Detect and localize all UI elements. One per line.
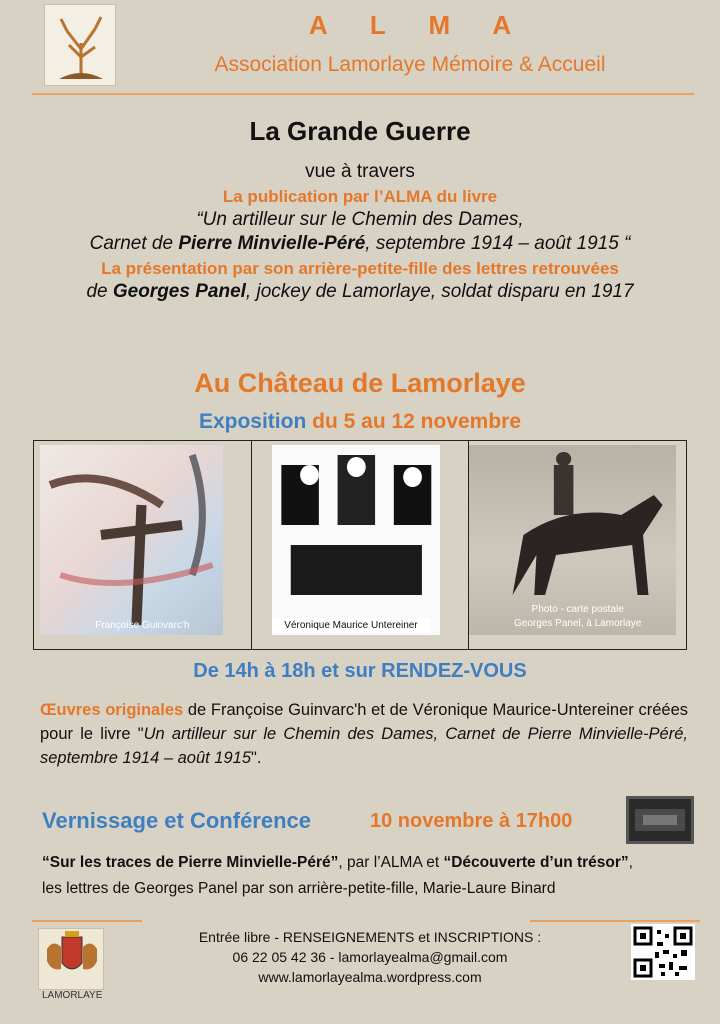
artwork-untereiner bbox=[252, 441, 470, 649]
footer-entry: Entrée libre - RENSEIGNEMENTS et INSCRIPTIONS : bbox=[198, 929, 542, 945]
conference-description: “Sur les traces de Pierre Minvielle-Péré”, par l’ALMA et “Découverte d’un trésor”, les lettres de Georges Panel par son arrière-petite-fille, Marie-Laure Binard bbox=[42, 854, 633, 897]
lamorlaye-crest bbox=[38, 928, 104, 990]
divider bbox=[32, 93, 694, 95]
photo-georges-panel bbox=[469, 441, 686, 649]
crest-label: LAMORLAYE bbox=[42, 990, 103, 1001]
caption-untereiner: Véronique Maurice Untereiner bbox=[272, 618, 431, 633]
page-title: La Grande Guerre bbox=[249, 116, 471, 146]
caption-guinvarch: Françoise Guinvarc'h bbox=[95, 620, 190, 631]
footer-info bbox=[160, 927, 580, 987]
exhibition-dates: Exposition du 5 au 12 novembre bbox=[198, 410, 522, 433]
presentation-line: La présentation par son arrière-petite-fille des lettres retrouvées bbox=[101, 259, 619, 278]
artwork-guinvarch bbox=[34, 441, 252, 649]
venue-heading: Au Château de Lamorlaye bbox=[194, 368, 526, 398]
footer-contact[interactable]: 06 22 05 42 36 - lamorlayealma@gmail.com bbox=[232, 949, 508, 965]
vernissage-heading: Vernissage et Conférence bbox=[42, 808, 312, 833]
vernissage-date: 10 novembre à 17h00 bbox=[370, 810, 573, 832]
alma-logo bbox=[44, 4, 116, 86]
brand-acronym: A L M A bbox=[308, 10, 530, 40]
book-author-line: Carnet de Pierre Minvielle-Péré, septembre 1914 – août 1915 “ bbox=[89, 233, 631, 254]
caption-photo-subject: Georges Panel, à Lamorlaye bbox=[514, 618, 642, 629]
qr-code[interactable] bbox=[631, 924, 695, 980]
divider bbox=[530, 920, 700, 922]
caption-photo: Photo - carte postale bbox=[531, 604, 624, 615]
works-description: Œuvres originales de Françoise Guinvarc'h et de Véronique Maurice-Untereiner créées pour le livre "Un artilleur sur le Chemin des Dames, Carnet de Pierre Minvielle-Péré, septembre 1914 – août 1915". bbox=[40, 701, 688, 767]
notebook-image bbox=[626, 796, 694, 844]
footer-website-link[interactable]: www.lamorlayealma.wordpress.com bbox=[258, 969, 482, 985]
subtitle: vue à travers bbox=[305, 161, 415, 182]
brand-header bbox=[150, 10, 670, 77]
divider bbox=[32, 920, 142, 922]
opening-hours: De 14h à 18h et sur RENDEZ-VOUS bbox=[193, 660, 527, 682]
book-title-line: “Un artilleur sur le Chemin des Dames, bbox=[196, 209, 524, 230]
title-block bbox=[20, 116, 700, 303]
brand-association: Association Lamorlaye Mémoire & Accueil bbox=[214, 53, 606, 76]
letters-line: de Georges Panel, jockey de Lamorlaye, soldat disparu en 1917 bbox=[86, 281, 634, 302]
publication-line: La publication par l’ALMA du livre bbox=[222, 187, 498, 206]
artwork-gallery bbox=[33, 440, 687, 650]
vernissage-row bbox=[42, 808, 682, 838]
